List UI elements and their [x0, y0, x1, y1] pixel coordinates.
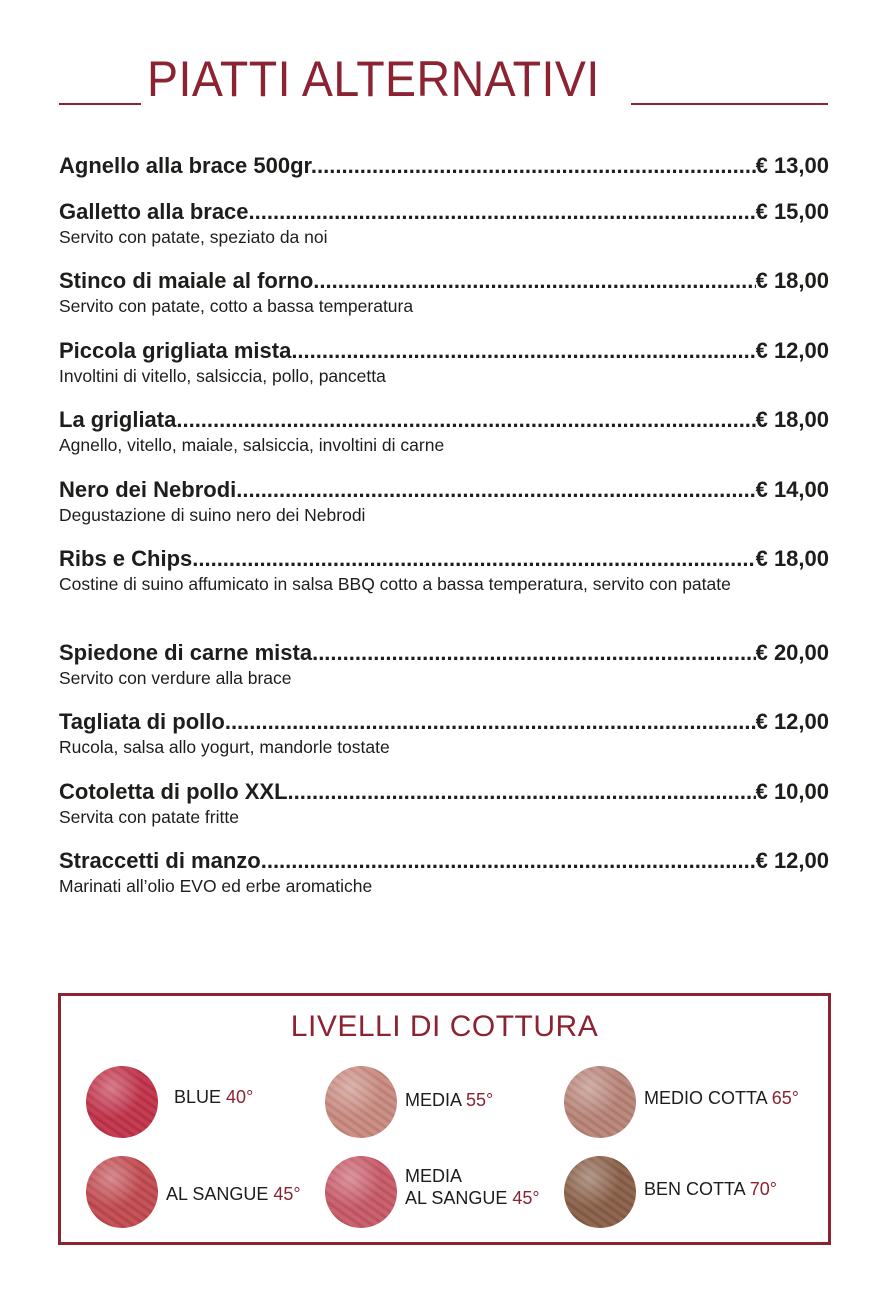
- dish-price: € 20,00: [755, 640, 829, 665]
- dish-price: € 18,00: [755, 407, 829, 432]
- dish-name: Galletto alla brace: [59, 199, 249, 224]
- dot-leader: [291, 335, 755, 367]
- dish-description: Servita con patate fritte: [59, 807, 239, 827]
- dish-description: Servito con patate, speziato da noi: [59, 227, 328, 247]
- menu-item: [59, 150, 829, 182]
- dish-name: Straccetti di manzo: [59, 848, 261, 873]
- dish-price: € 18,00: [755, 546, 829, 571]
- dish-description: Involtini di vitello, salsiccia, pollo, pancetta: [59, 366, 386, 386]
- cooking-level-al-sangue: [86, 1156, 326, 1236]
- cooking-level-label: BEN COTTA 70°: [644, 1179, 777, 1199]
- menu-item: [59, 404, 829, 457]
- cooking-levels-box: [58, 993, 831, 1245]
- dish-price: € 13,00: [755, 153, 829, 178]
- meat-swatch-icon: [86, 1066, 158, 1138]
- menu-item: [59, 776, 829, 829]
- dish-price: € 15,00: [755, 199, 829, 224]
- dish-description: Marinati all’olio EVO ed erbe aromatiche: [59, 876, 373, 896]
- meat-swatch-icon: [86, 1156, 158, 1228]
- dish-description: Rucola, salsa allo yogurt, mandorle tostate: [59, 737, 390, 757]
- meat-swatch-icon: [325, 1156, 397, 1228]
- dot-leader: [317, 150, 756, 182]
- dot-leader: [312, 637, 756, 669]
- menu-item: [59, 265, 829, 318]
- dish-name: Cotoletta di pollo XXL: [59, 779, 288, 804]
- menu-item: [59, 845, 829, 898]
- menu-item: [59, 637, 829, 690]
- cooking-level-ben-cotta: [564, 1156, 804, 1236]
- dish-description: Costine di suino affumicato in salsa BBQ cotto a bassa temperatura, servito con patate: [59, 574, 731, 594]
- menu-item: [59, 474, 829, 527]
- dish-name: Agnello alla brace 500gr.: [59, 153, 318, 178]
- dish-description: Servito con verdure alla brace: [59, 668, 292, 688]
- dish-name: Tagliata di pollo: [59, 709, 225, 734]
- dish-name: La grigliata: [59, 407, 177, 432]
- dish-price: € 12,00: [755, 848, 829, 873]
- meat-swatch-icon: [325, 1066, 397, 1138]
- cooking-level-label: MEDIO COTTA 65°: [644, 1088, 799, 1108]
- menu-item: [59, 543, 829, 596]
- dish-name: Nero dei Nebrodi: [59, 477, 237, 502]
- dish-description: Servito con patate, cotto a bassa temperatura: [59, 296, 414, 316]
- menu-item: [59, 706, 829, 759]
- dish-description: Agnello, vitello, maiale, salsiccia, involtini di carne: [59, 435, 445, 455]
- dish-price: € 12,00: [755, 338, 829, 363]
- dot-leader: [249, 196, 756, 228]
- cooking-level-label: AL SANGUE 45°: [166, 1184, 301, 1204]
- menu-item: [59, 335, 829, 388]
- dish-name: Spiedone di carne mista: [59, 640, 313, 665]
- dot-leader: [225, 706, 756, 738]
- dish-name: Stinco di maiale al forno: [59, 268, 314, 293]
- page-title: PIATTI ALTERNATIVI: [147, 51, 600, 107]
- meat-swatch-icon: [564, 1066, 636, 1138]
- cooking-level-blue: [86, 1066, 326, 1146]
- dot-leader: [288, 776, 756, 808]
- dish-price: € 10,00: [755, 779, 829, 804]
- dish-name: Piccola grigliata mista: [59, 338, 292, 363]
- cooking-level-label: MEDIA AL SANGUE 45°: [405, 1166, 540, 1208]
- dot-leader: [192, 543, 755, 575]
- dot-leader: [176, 404, 755, 436]
- dish-name: Ribs e Chips: [59, 546, 193, 571]
- dish-price: € 12,00: [755, 709, 829, 734]
- dot-leader: [236, 474, 755, 506]
- dot-leader: [261, 845, 756, 877]
- cooking-level-label: MEDIA 55°: [405, 1090, 494, 1110]
- cooking-levels-title: LIVELLI DI COTTURA: [290, 1010, 599, 1043]
- menu-header: [59, 52, 828, 108]
- dish-description: Degustazione di suino nero dei Nebrodi: [59, 505, 366, 525]
- dot-leader: [313, 265, 755, 297]
- cooking-level-media: [325, 1066, 565, 1146]
- meat-swatch-icon: [564, 1156, 636, 1228]
- cooking-level-label: BLUE 40°: [174, 1087, 254, 1107]
- dish-price: € 18,00: [755, 268, 829, 293]
- menu-item: [59, 196, 829, 249]
- cooking-level-media-al-sangue: [325, 1156, 565, 1236]
- dish-price: € 14,00: [755, 477, 829, 502]
- header-rule-right: [631, 103, 828, 105]
- header-rule-left: [59, 103, 141, 105]
- cooking-level-medio-cotta: [564, 1066, 804, 1146]
